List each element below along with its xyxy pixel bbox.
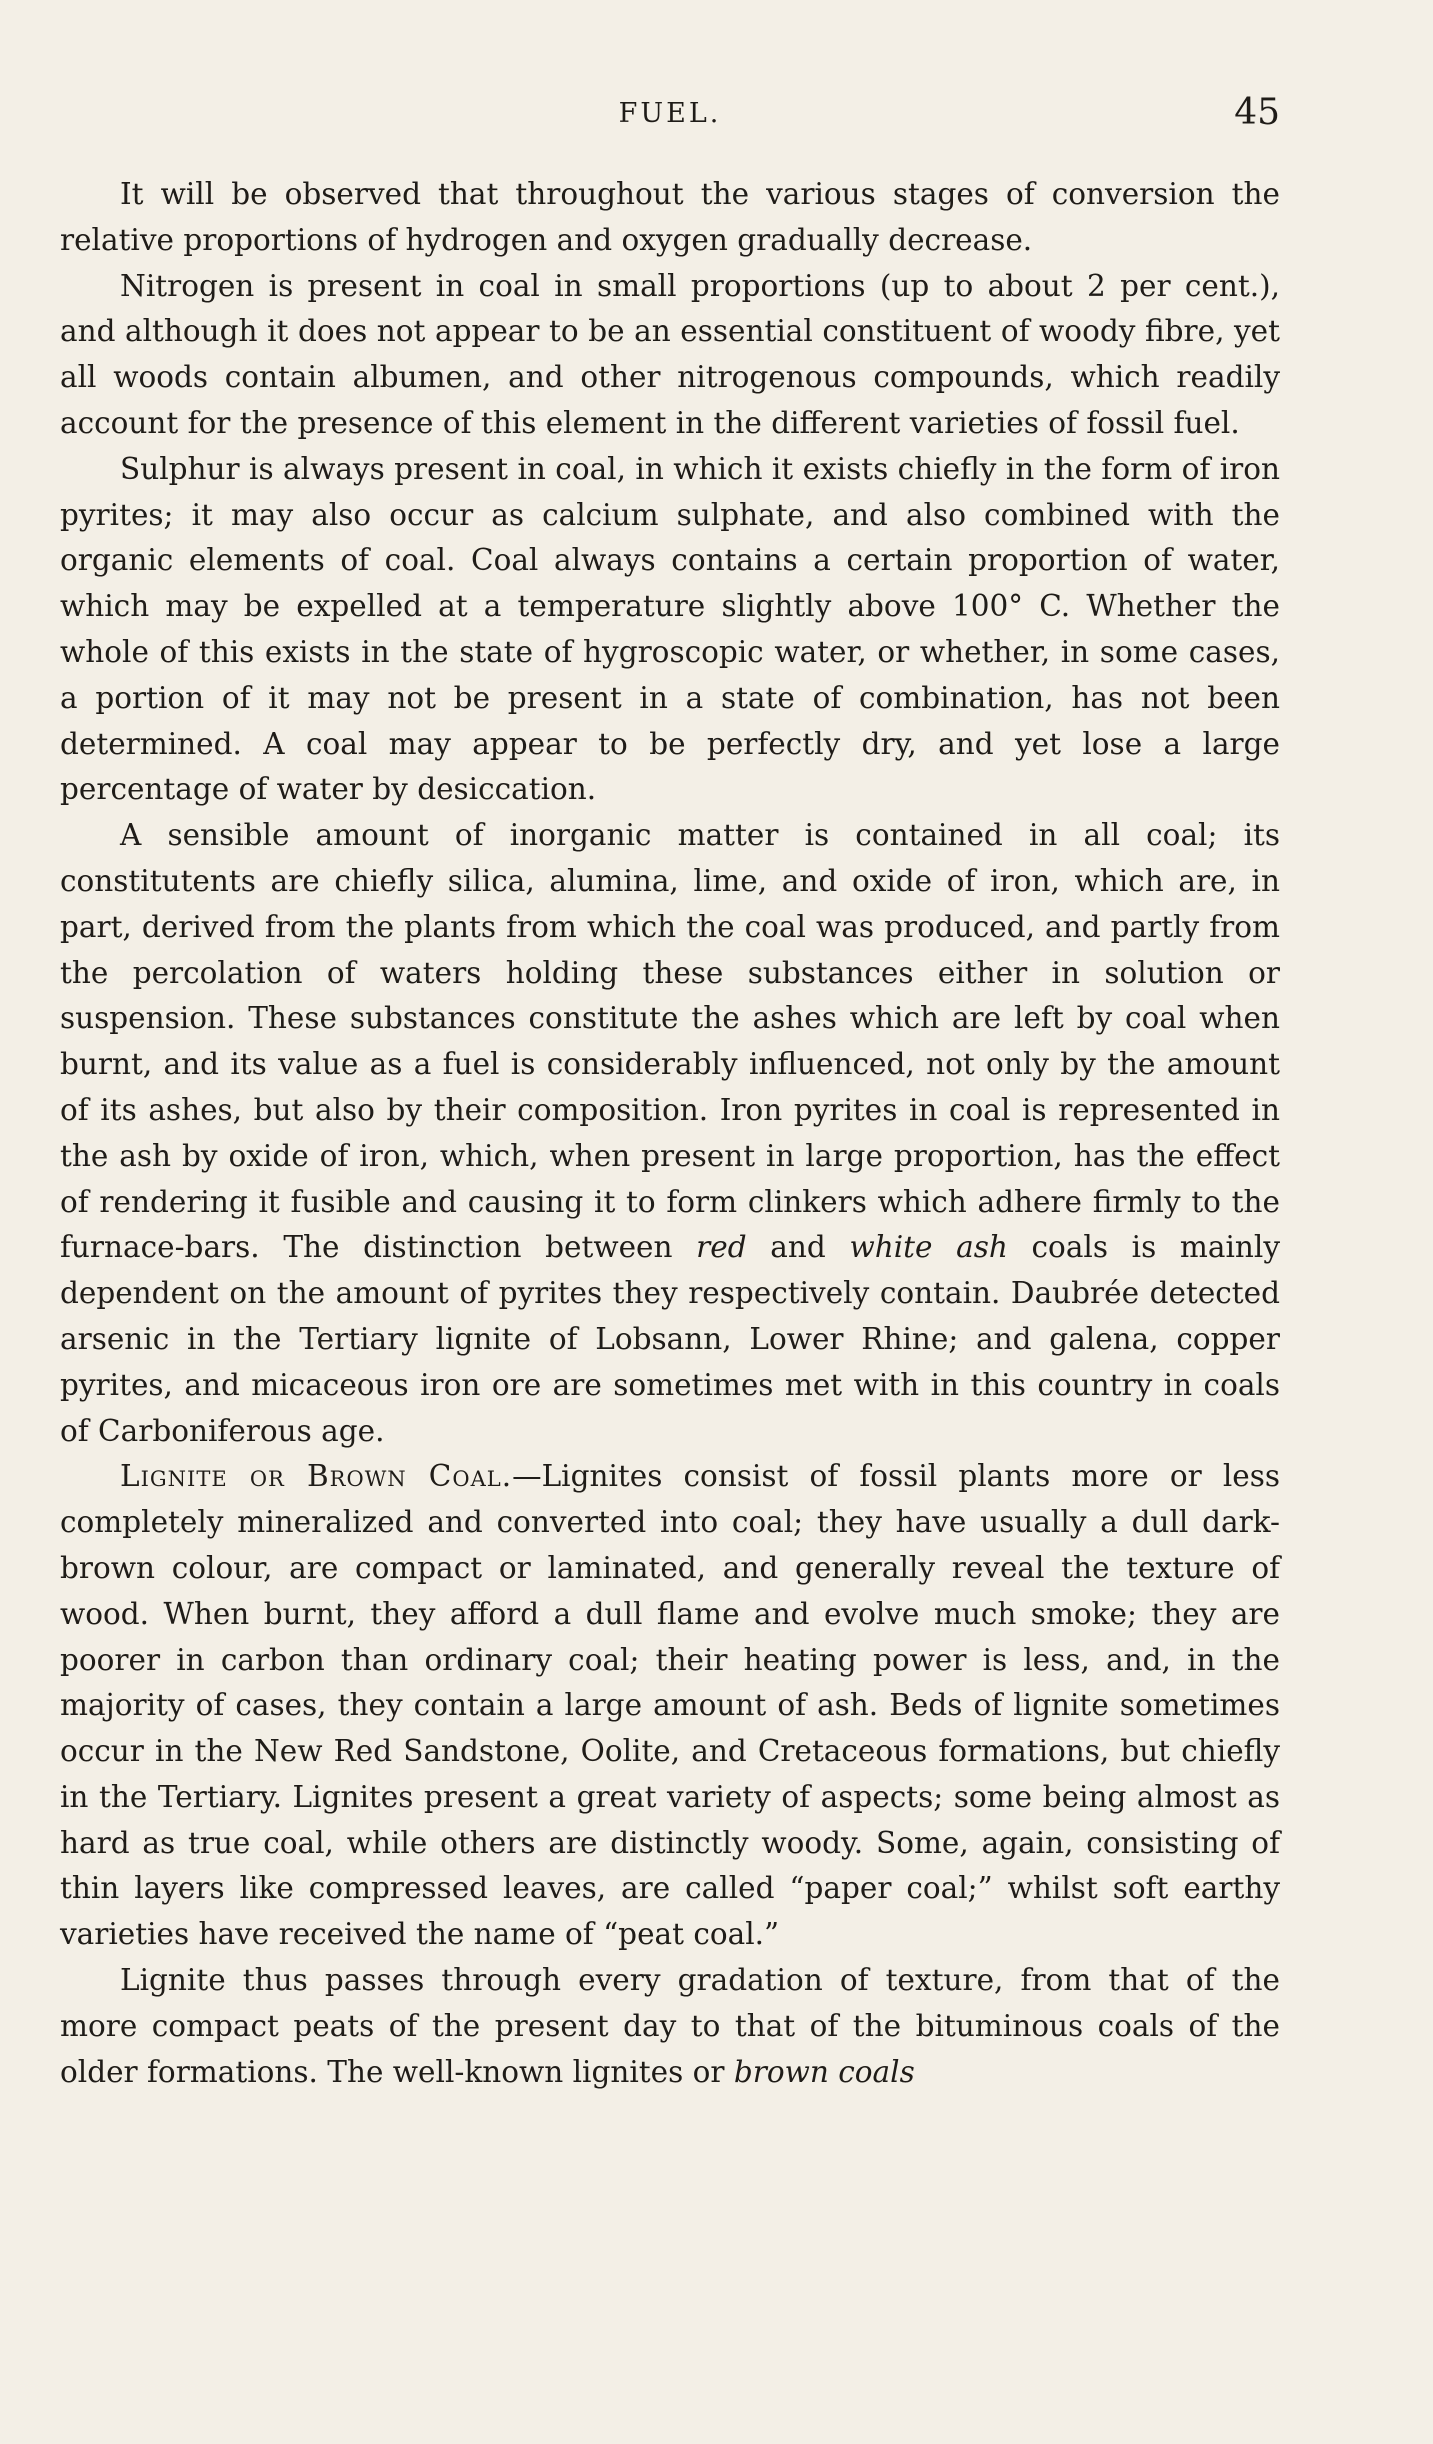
italic-term-brown-coals: brown coals	[733, 2054, 915, 2089]
italic-term-white-ash: white ash	[849, 1230, 1008, 1265]
paragraph-nitrogen	[60, 264, 1280, 447]
body-text	[60, 172, 1280, 2095]
running-title: FUEL.	[618, 98, 722, 129]
paragraph-text: Nitrogen is present in coal in small proportions (up to about 2 per cent.), and although it does not appear to be an essential constituent of woody fibre, yet all woods contain albumen, and other nitrogenous compounds, which readily account for the presence of this element in the different varieties of fossil fuel.	[60, 268, 1280, 440]
section-heading-lignite: Lignite or Brown Coal.	[120, 1459, 513, 1494]
paragraph-text: —Lignites consist of fossil plants more or less completely mineralized and converted into coal; they have usually a dull dark-brown colour, are compact or laminated, and generally reveal the texture of wood. When burnt, they afford a dull flame and evolve much smoke; they are poorer in carbon than ordinary coal; their heating power is less, and, in the majority of cases, they contain a large amount of ash. Beds of lignite sometimes occur in the New Red Sandstone, Oolite, and Cretaceous formations, but chiefly in the Tertiary. Lignites present a great variety of aspects; some being almost as hard as true coal, while others are distinctly woody. Some, again, consisting of thin layers like compressed leaves, are called “paper coal;” whilst soft earthy varieties have received the name of “peat coal.”	[60, 1459, 1281, 1952]
paragraph-text: Sulphur is always present in coal, in which it exists chiefly in the form of iron pyrites; it may also occur as calcium sulphate, and also combined with the organic elements of coal. Coal always contains a certain proportion of water, which may be expelled at a temperature slightly above 100° C. Whether the whole of this exists in the state of hygroscopic water, or whether, in some cases, a portion of it may not be present in a state of combination, has not been determined. A coal may appear to be perfectly dry, and yet lose a large percentage of water by desiccation.	[60, 451, 1280, 807]
page-header	[60, 92, 1280, 142]
paragraph-text: It will be observed that throughout the various stages of conversion the relative proportions of hydrogen and oxygen gradually decrease.	[60, 177, 1280, 257]
paragraph-text: and	[746, 1230, 850, 1265]
paragraph-conversion	[60, 172, 1280, 264]
paragraph-text: coals is mainly dependent on the amount of pyrites they respectively contain. Daubrée detected arsenic in the Tertiary lignite of Lobsann, Lower Rhine; and galena, copper pyrites, and micaceous iron ore are sometimes met with in this country in coals of Carboniferous age.	[60, 1230, 1280, 1448]
page-number: 45	[1234, 92, 1280, 133]
paragraph-text: A sensible amount of inorganic matter is contained in all coal; its constitutents are chiefly silica, alumina, lime, and oxide of iron, which are, in part, derived from the plants from which the coal was produced, and partly from the percolation of waters holding these substances either in solution or suspension. These substances constitute the ashes which are left by coal when burnt, and its value as a fuel is considerably influenced, not only by the amount of its ashes, but also by their composition. Iron pyrites in coal is represented in the ash by oxide of iron, which, when present in large proportion, has the effect of rendering it fusible and causing it to form clinkers which adhere firmly to the furnace-bars. The distinction between	[60, 818, 1280, 1265]
paragraph-lignite	[60, 1454, 1280, 1958]
paragraph-text: Lignite thus passes through every gradation of texture, from that of the more compact peats of the present day to that of the bituminous coals of the older formations. The well-known lignites or	[60, 1963, 1280, 2089]
paragraph-lignite-gradation	[60, 1958, 1280, 2095]
paragraph-inorganic-matter	[60, 813, 1280, 1454]
italic-term-red: red	[696, 1230, 747, 1265]
paragraph-sulphur	[60, 447, 1280, 813]
